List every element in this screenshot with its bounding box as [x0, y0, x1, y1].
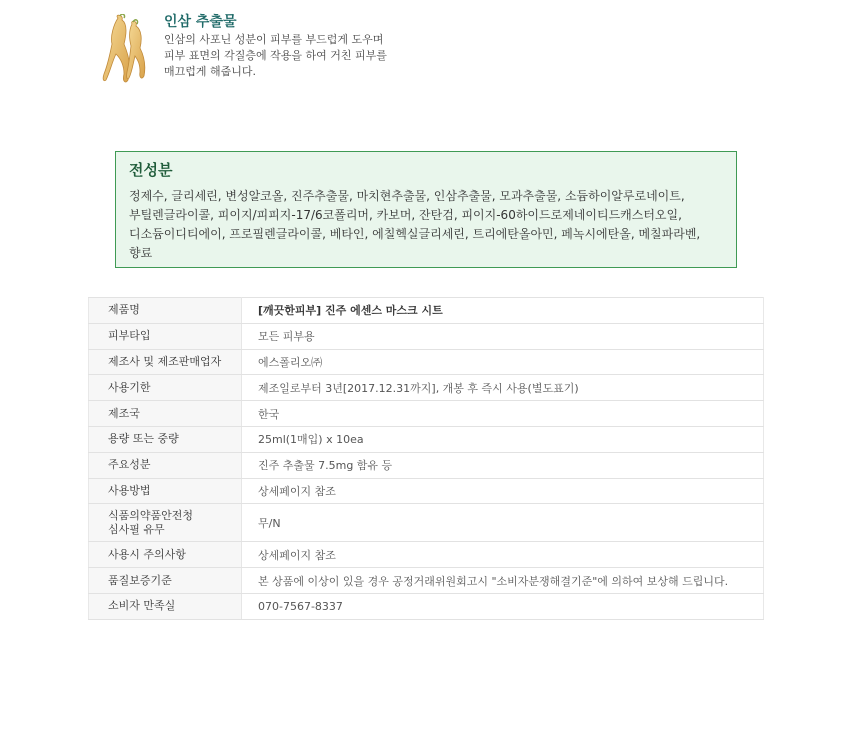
ingredients-line: 부틸렌글라이콜, 피이지/피피지-17/6코폴리머, 카보머, 잔탄검, 피이지-60하이드로제네이티드캐스터오일,	[129, 208, 682, 222]
info-label: 사용방법	[89, 478, 242, 504]
info-label: 용량 또는 중량	[89, 426, 242, 452]
ingredients-box	[115, 151, 737, 268]
table-row	[89, 375, 764, 401]
info-value: 에스폴리오㈜	[242, 349, 764, 375]
info-value: 25ml(1매입) x 10ea	[242, 426, 764, 452]
table-row	[89, 298, 764, 324]
info-label: 품질보증기준	[89, 568, 242, 594]
ginseng-title: 인삼 추출물	[164, 14, 237, 30]
table-row	[89, 452, 764, 478]
info-label: 소비자 만족실	[89, 593, 242, 619]
info-label: 식품의약품안전청 심사필 유무	[89, 504, 242, 542]
table-row	[89, 504, 764, 542]
table-row	[89, 323, 764, 349]
ingredients-line: 향료	[129, 246, 153, 260]
ginseng-desc-line: 매끄럽게 해줍니다.	[164, 65, 257, 78]
info-label: 사용시 주의사항	[89, 542, 242, 568]
info-value: 상세페이지 참조	[242, 542, 764, 568]
table-row	[89, 401, 764, 427]
info-value: 070-7567-8337	[242, 593, 764, 619]
info-label: 제품명	[89, 298, 242, 324]
info-value: 본 상품에 이상이 있을 경우 공정거래위원회고시 "소비자분쟁해결기준"에 의하여 보상해 드립니다.	[242, 568, 764, 594]
product-info-table	[88, 297, 764, 620]
ingredients-title: 전성분	[129, 161, 173, 179]
info-label: 제조사 및 제조판매업자	[89, 349, 242, 375]
ginseng-desc-line: 피부 표면의 각질층에 작용을 하여 거친 피부를	[164, 49, 387, 62]
table-row	[89, 593, 764, 619]
ginseng-root-icon	[102, 14, 150, 86]
ginseng-feature	[100, 8, 420, 88]
table-row	[89, 568, 764, 594]
table-row	[89, 542, 764, 568]
info-label: 사용기한	[89, 375, 242, 401]
ingredients-list	[129, 187, 723, 263]
info-label: 주요성분	[89, 452, 242, 478]
table-row	[89, 478, 764, 504]
info-value: 진주 추출물 7.5mg 함유 등	[242, 452, 764, 478]
info-value: 제조일로부터 3년[2017.12.31까지], 개봉 후 즉시 사용(별도표기)	[242, 375, 764, 401]
ginseng-desc-line: 인삼의 사포닌 성분이 피부를 부드럽게 도우며	[164, 33, 384, 46]
table-row	[89, 349, 764, 375]
info-value: 한국	[242, 401, 764, 427]
info-label: 제조국	[89, 401, 242, 427]
ginseng-description	[164, 32, 424, 80]
info-value: 상세페이지 참조	[242, 478, 764, 504]
table-row	[89, 426, 764, 452]
ingredients-line: 디소듐이디티에이, 프로필렌글라이콜, 베타인, 에칠헥실글리세린, 트리에탄올아민, 페녹시에탄올, 메칠파라벤,	[129, 227, 701, 241]
ingredients-line: 정제수, 글리세린, 변성알코올, 진주추출물, 마치현추출물, 인삼추출물, 모과추출물, 소듐하이알루로네이트,	[129, 189, 685, 203]
info-value: 무/N	[242, 504, 764, 542]
info-label: 피부타입	[89, 323, 242, 349]
info-value: 모든 피부용	[242, 323, 764, 349]
info-value: [깨끗한피부] 진주 에센스 마스크 시트	[242, 298, 764, 324]
